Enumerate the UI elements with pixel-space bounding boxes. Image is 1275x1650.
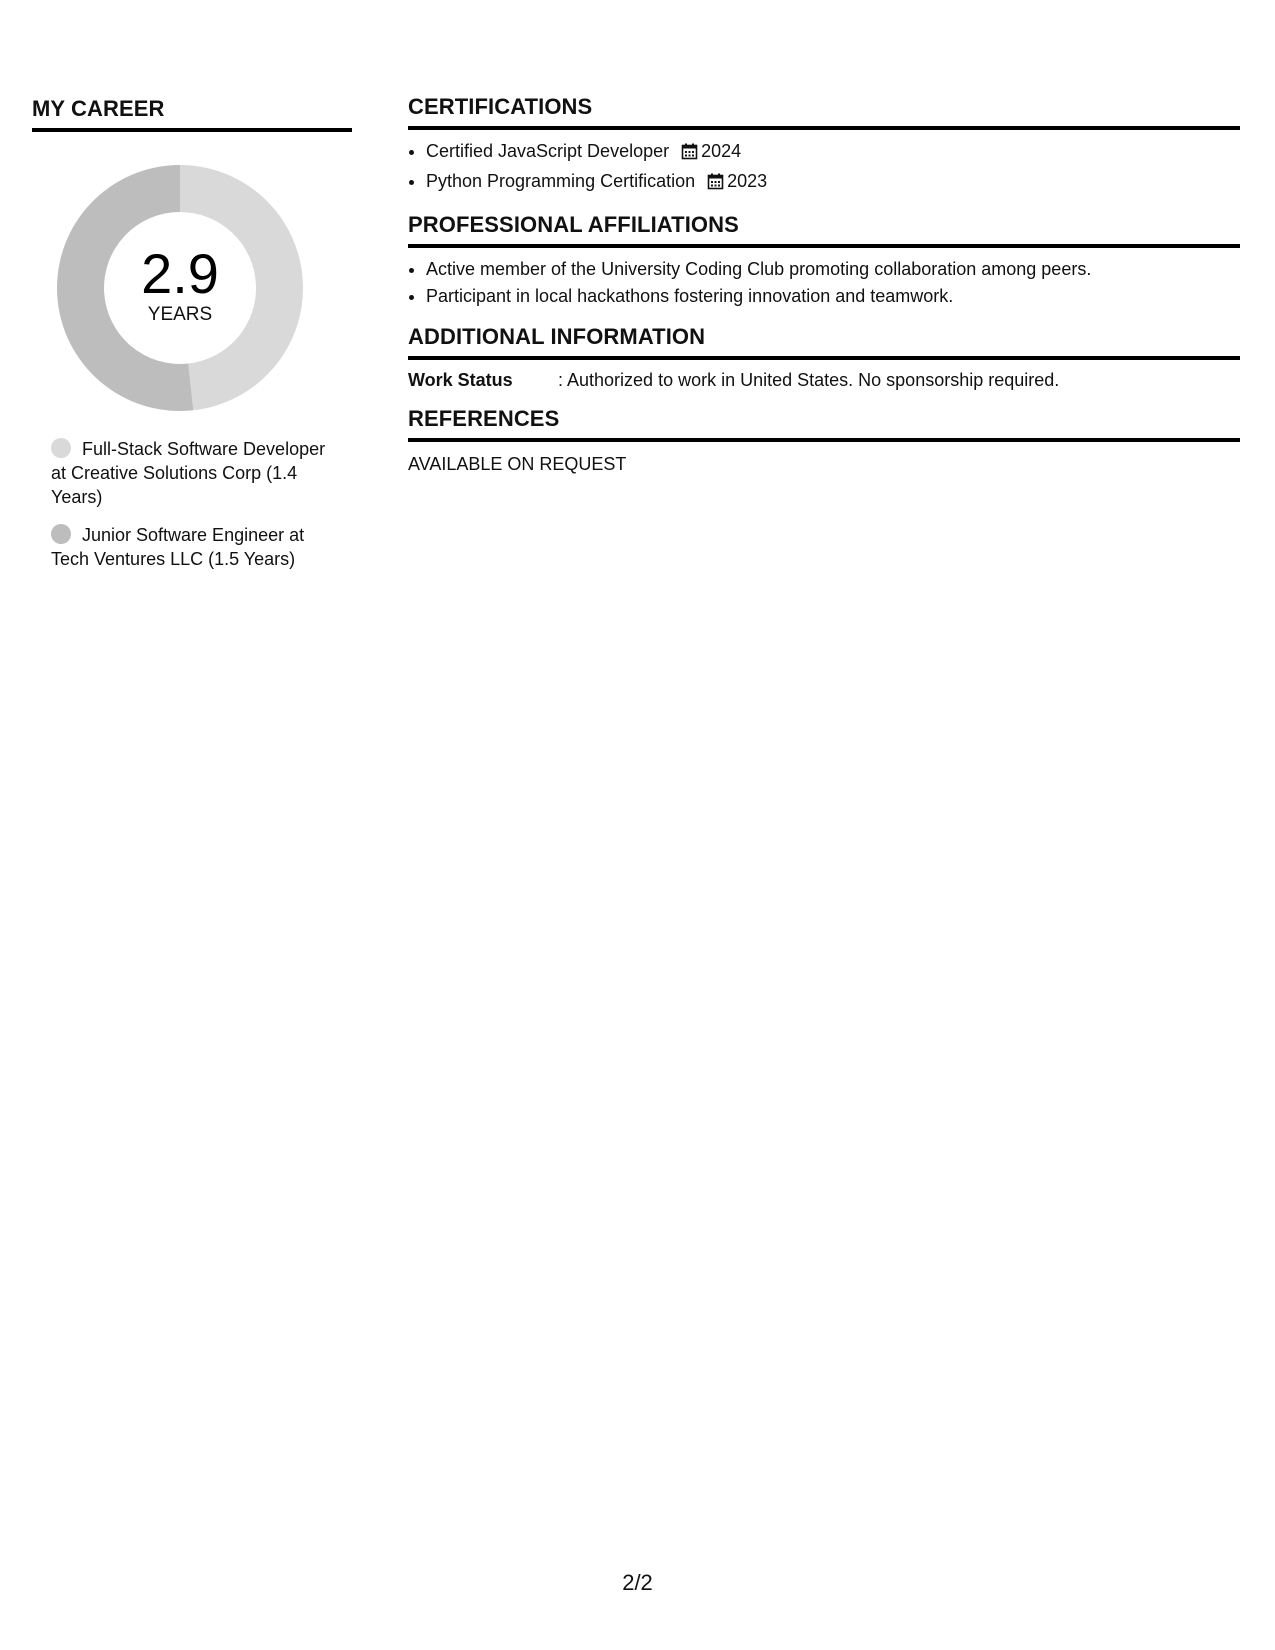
legend-item-fullstack <box>51 437 341 509</box>
work-status-value: : Authorized to work in United States. No sponsorship required. <box>558 370 1060 390</box>
calendar-icon <box>681 141 698 168</box>
career-donut-chart <box>57 165 303 411</box>
certifications-list <box>408 138 1240 198</box>
certification-year: 2023 <box>727 171 768 191</box>
donut-center <box>57 165 303 411</box>
certifications-section <box>408 94 1240 198</box>
affiliations-section <box>408 212 1240 310</box>
certifications-heading: CERTIFICATIONS <box>408 94 1240 130</box>
legend-label: Junior Software Engineer at Tech Ventures LLC (1.5 Years) <box>51 525 305 569</box>
references-text: AVAILABLE ON REQUEST <box>408 454 627 474</box>
certification-year: 2024 <box>701 141 742 161</box>
affiliation-item: • Participant in local hackathons fostering innovation and teamwork. <box>426 283 1240 310</box>
affiliation-item: • Active member of the University Coding Club promoting collaboration among peers. <box>426 256 1240 283</box>
legend-label: Full-Stack Software Developer at Creative Solutions Corp (1.4 Years) <box>51 439 326 507</box>
work-status-row <box>408 368 1240 392</box>
total-years-value: 2.9 <box>141 242 219 305</box>
additional-info-heading: ADDITIONAL INFORMATION <box>408 324 1240 360</box>
affiliations-list <box>408 256 1240 310</box>
certification-name: Certified JavaScript Developer <box>426 141 670 161</box>
legend-item-junior <box>51 523 341 571</box>
legend-dot-light <box>51 438 71 458</box>
total-years-unit: YEARS <box>147 304 213 325</box>
career-column <box>32 96 352 585</box>
affiliations-heading: PROFESSIONAL AFFILIATIONS <box>408 212 1240 248</box>
page-number: 2/2 <box>622 1570 653 1595</box>
additional-info-section <box>408 324 1240 392</box>
calendar-icon <box>707 171 724 198</box>
references-section <box>408 406 1240 476</box>
legend-dot-dark <box>51 524 71 544</box>
work-status-label: Work Status <box>408 370 513 390</box>
career-legend <box>51 437 341 571</box>
career-heading: MY CAREER <box>32 96 352 132</box>
details-column <box>408 94 1240 490</box>
certification-item <box>426 138 1240 168</box>
references-heading: REFERENCES <box>408 406 1240 442</box>
certification-item <box>426 168 1240 198</box>
certification-name: Python Programming Certification <box>426 171 696 191</box>
